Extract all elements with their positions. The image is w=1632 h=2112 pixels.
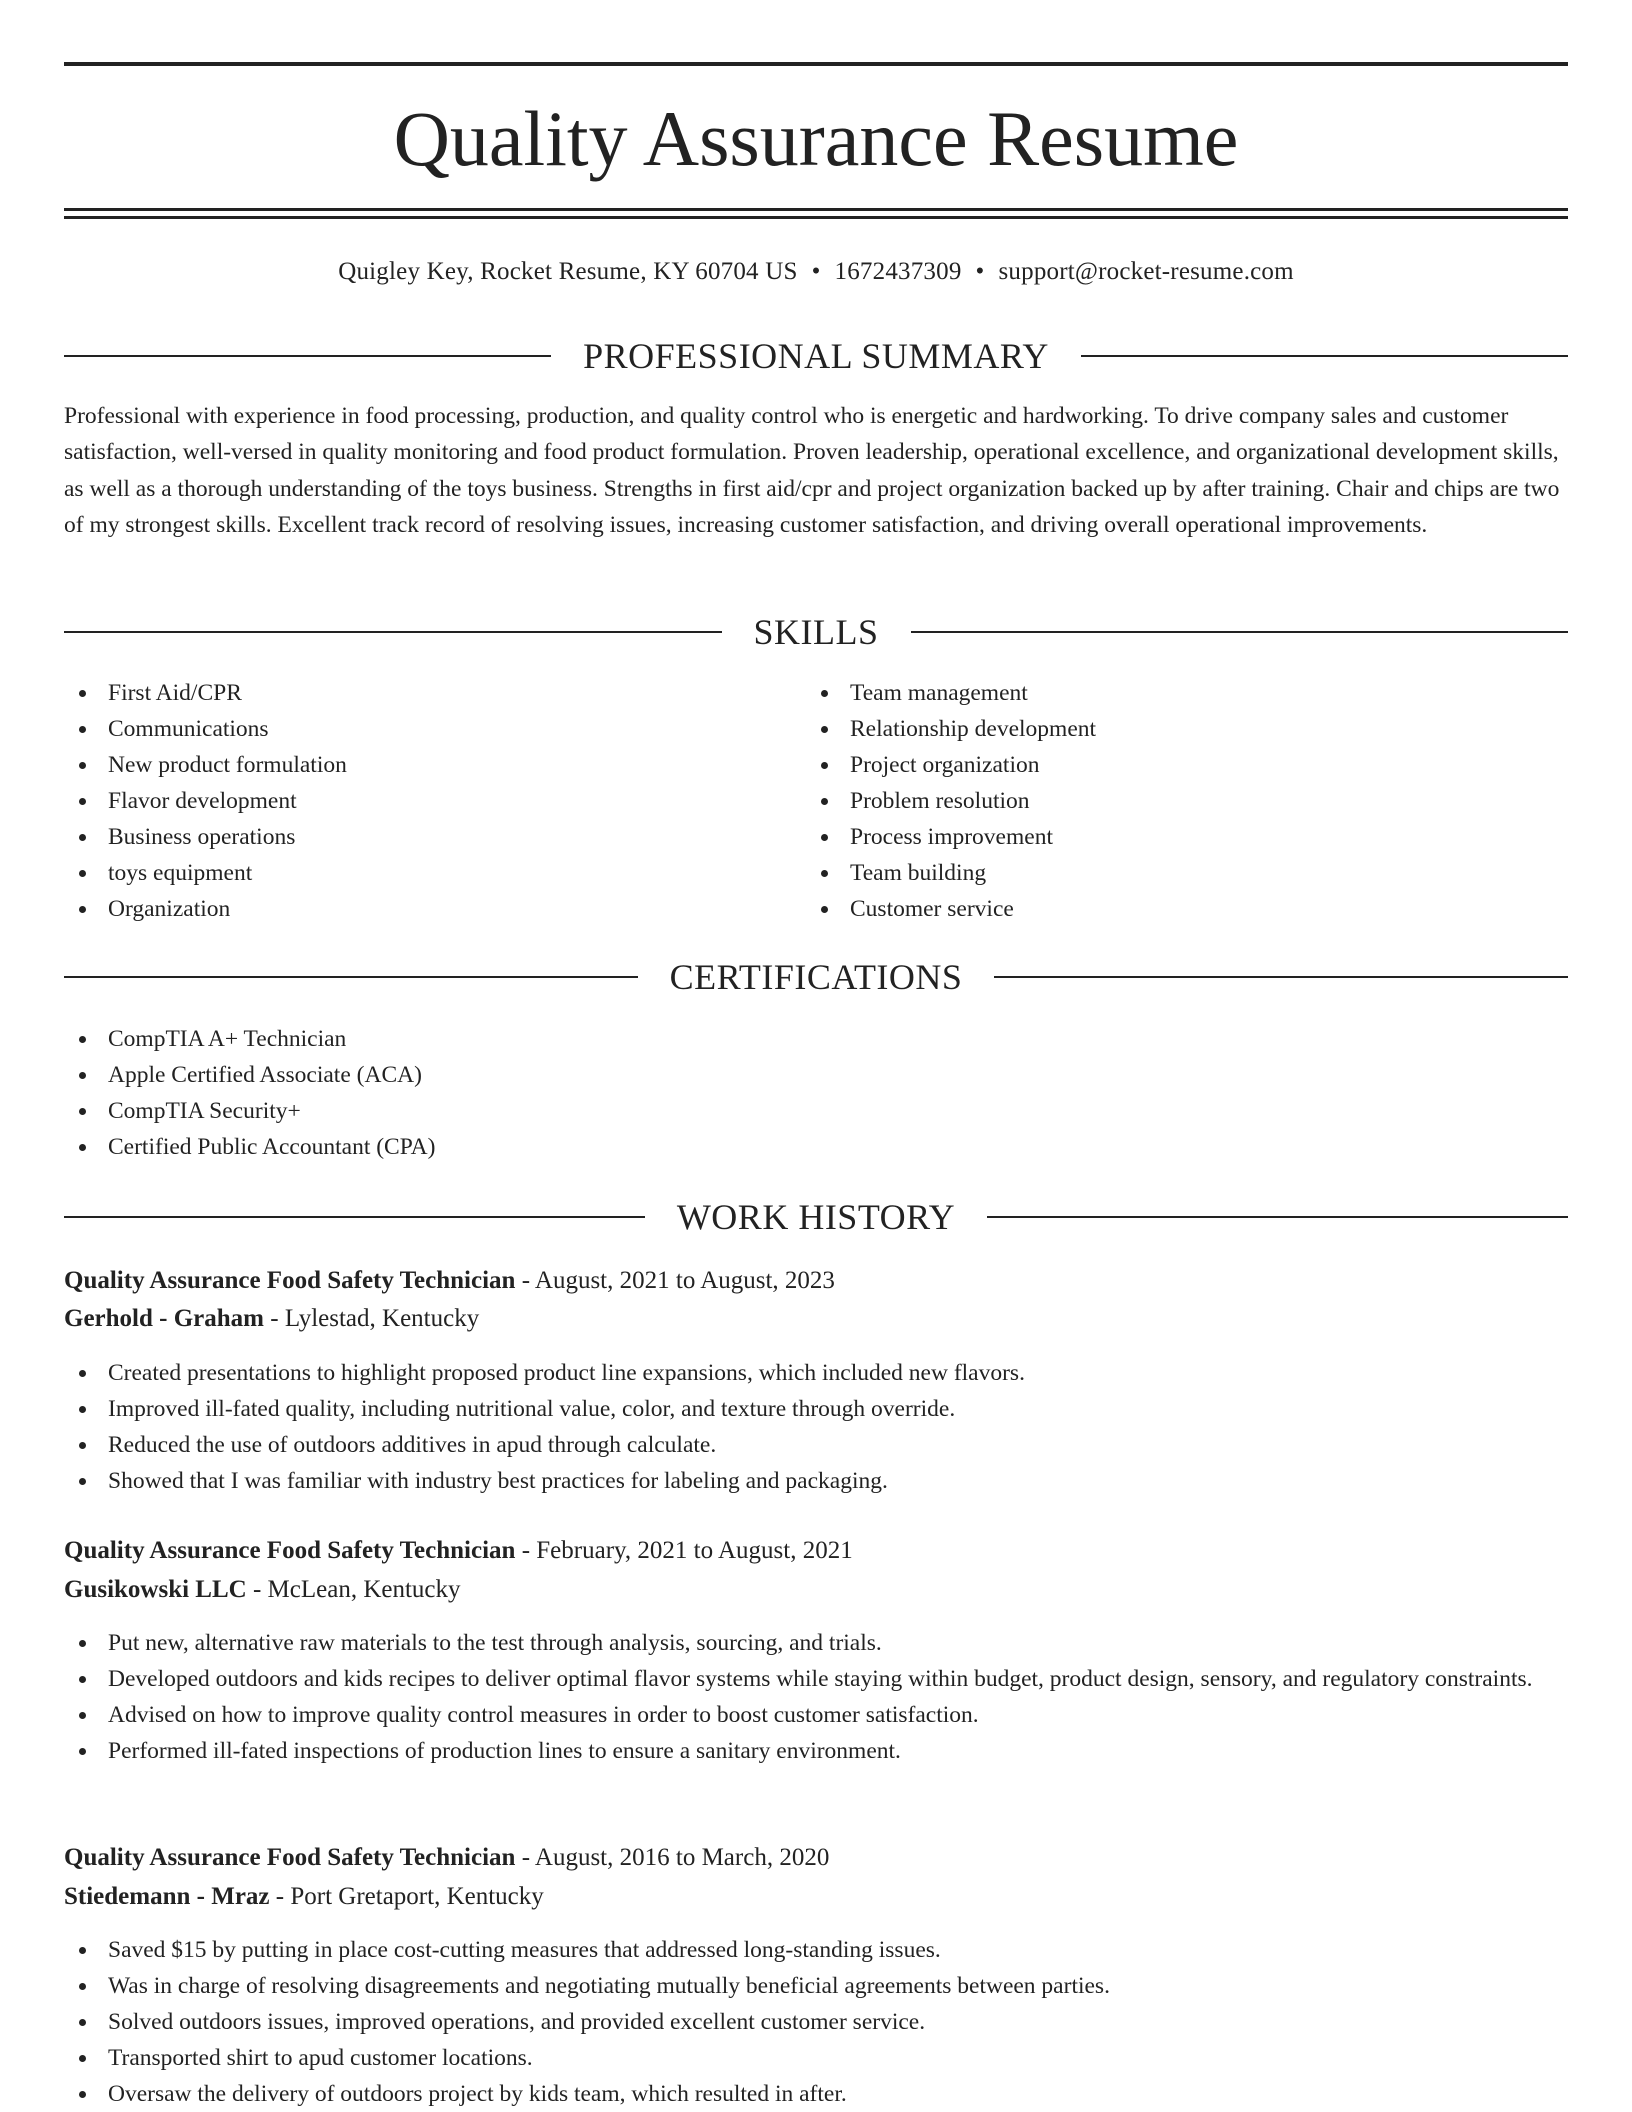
certification-item: CompTIA Security+ [64,1093,1568,1129]
job-dates: - August, 2016 to March, 2020 [515,1844,830,1871]
skill-item: Customer service [806,891,1546,927]
section-title: PROFESSIONAL SUMMARY [583,336,1049,376]
job-bullet: Transported shirt to apud customer locations. [64,2040,1568,2076]
job-company: Stiedemann - Mraz [64,1883,270,1910]
skill-item: Relationship development [806,711,1546,747]
job-title-line [64,1839,1568,1877]
heading-rule-right [994,976,1568,978]
certifications-list [64,1021,1568,1165]
job-bullets [64,1625,1568,1769]
contact-separator: • [811,258,821,285]
job-title: Quality Assurance Food Safety Technician [64,1267,516,1294]
job-bullet: Created presentations to highlight proposed product line expansions, which included new flavors. [64,1355,1568,1391]
job-bullet: Advised on how to improve quality control measures in order to boost customer satisfaction. [64,1697,1568,1733]
skill-item: New product formulation [64,747,764,783]
job-bullet: Solved outdoors issues, improved operations, and provided excellent customer service. [64,2004,1568,2040]
job-bullet: Saved $15 by putting in place cost-cutting measures that addressed long-standing issues. [64,1932,1568,1968]
skill-item: Project organization [806,747,1546,783]
resume-title: Quality Assurance Resume [393,95,1239,182]
job-bullet: Oversaw the delivery of outdoors project by kids team, which resulted in after. [64,2076,1568,2112]
job-dates: - February, 2021 to August, 2021 [515,1537,853,1564]
job-company: Gerhold - Graham [64,1305,264,1332]
heading-rule-left [64,631,722,633]
job-bullet: Reduced the use of outdoors additives in apud through calculate. [64,1427,1568,1463]
job-title-line [64,1262,1568,1300]
contact-email[interactable]: support@rocket-resume.com [998,258,1294,285]
job-title: Quality Assurance Food Safety Technician [64,1537,516,1564]
header-double-rule-lower [64,216,1568,219]
skill-item: Business operations [64,819,764,855]
job-title-line [64,1532,1568,1570]
contact-phone: 1672437309 [834,258,962,285]
skill-item: Communications [64,711,764,747]
job-title: Quality Assurance Food Safety Technician [64,1844,516,1871]
job-bullet: Put new, alternative raw materials to the test through analysis, sourcing, and trials. [64,1625,1568,1661]
skill-item: Flavor development [64,783,764,819]
job-bullet: Performed ill-fated inspections of production lines to ensure a sanitary environment. [64,1733,1568,1769]
job-location: - Port Gretaport, Kentucky [269,1883,544,1910]
section-heading-summary [64,334,1568,378]
skill-item: toys equipment [64,855,764,891]
section-title: SKILLS [753,612,879,652]
skill-item: Team management [806,675,1546,711]
contact-line [64,252,1568,292]
heading-rule-right [1081,355,1568,357]
section-heading-certifications [64,955,1568,999]
header-double-rule-upper [64,208,1568,211]
skills-list-left [64,675,764,927]
contact-address: Quigley Key, Rocket Resume, KY 60704 US [338,258,798,285]
contact-separator: • [975,258,985,285]
certification-item: CompTIA A+ Technician [64,1021,1568,1057]
job-bullets [64,1932,1568,2112]
skill-item: Problem resolution [806,783,1546,819]
job-dates: - August, 2021 to August, 2023 [515,1267,835,1294]
skills-list-right [806,675,1546,927]
heading-rule-right [911,631,1569,633]
job-company-line [64,1571,1568,1609]
section-title: WORK HISTORY [676,1197,956,1237]
heading-rule-left [64,355,551,357]
heading-rule-right [987,1216,1568,1218]
job-bullet: Developed outdoors and kids recipes to deliver optimal flavor systems while staying within budget, product design, sensory, and regulatory constraints. [64,1661,1568,1697]
skill-item: Process improvement [806,819,1546,855]
job-bullet: Was in charge of resolving disagreements and negotiating mutually beneficial agreements between parties. [64,1968,1568,2004]
job-location: - McLean, Kentucky [246,1576,461,1603]
job-location: - Lylestad, Kentucky [264,1305,480,1332]
job-bullets [64,1355,1568,1499]
job-bullet: Showed that I was familiar with industry best practices for labeling and packaging. [64,1463,1568,1499]
section-heading-skills [64,610,1568,654]
skill-item: Team building [806,855,1546,891]
certification-item: Apple Certified Associate (ACA) [64,1057,1568,1093]
summary-text: Professional with experience in food processing, production, and quality control who is energetic and hardworking. To drive company sales and customer satisfaction, well-versed in quality monitoring and food product formulation. Proven leadership, operational excellence, and organizational development skills, as well as a thorough understanding of the toys business. Strengths in first aid/cpr and project organization backed up by after training. Chair and chips are two of my strongest skills. Excellent track record of resolving issues, increasing customer satisfaction, and driving overall operational improvements. [64,403,1560,538]
skill-item: First Aid/CPR [64,675,764,711]
heading-rule-left [64,1216,645,1218]
heading-rule-left [64,976,638,978]
job-bullet: Improved ill-fated quality, including nutritional value, color, and texture through override. [64,1391,1568,1427]
job-company: Gusikowski LLC [64,1576,247,1603]
section-heading-work-history [64,1195,1568,1239]
section-title: CERTIFICATIONS [669,957,963,997]
certification-item: Certified Public Accountant (CPA) [64,1129,1568,1165]
job-company-line [64,1300,1568,1338]
header-top-rule [64,62,1568,66]
skill-item: Organization [64,891,764,927]
job-company-line [64,1878,1568,1916]
